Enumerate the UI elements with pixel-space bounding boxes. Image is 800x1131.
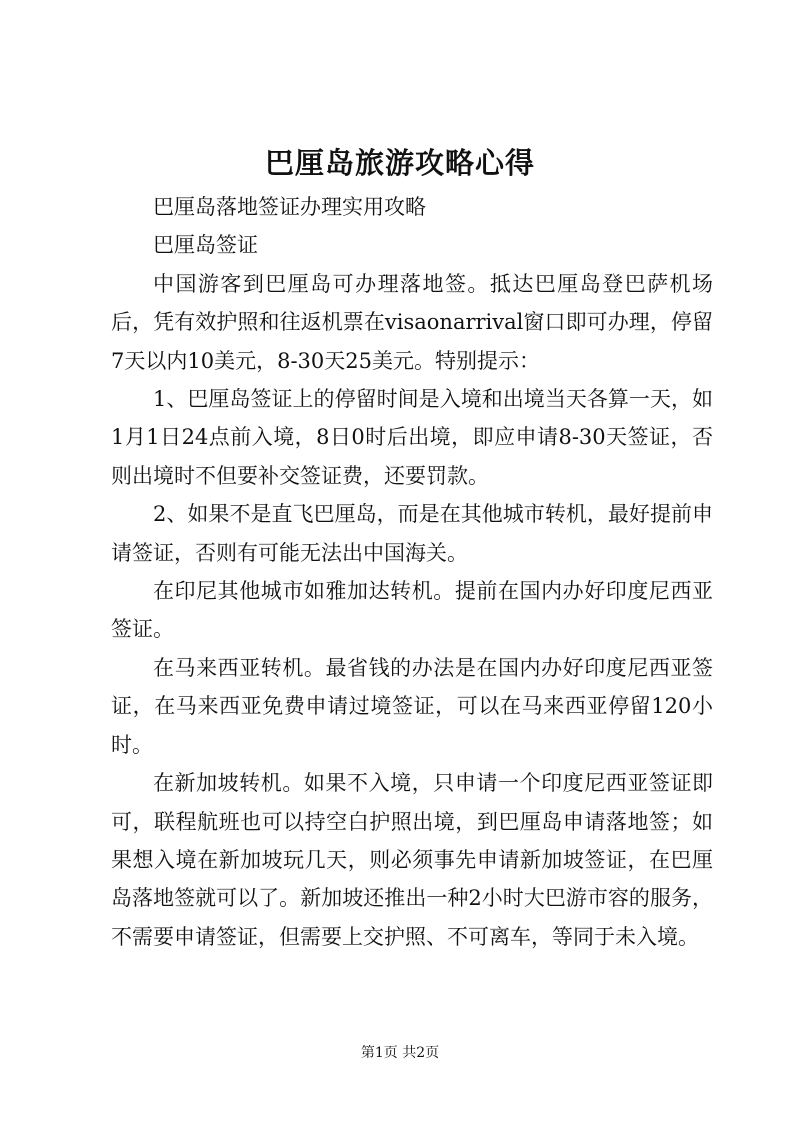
paragraph-subtitle: 巴厘岛落地签证办理实用攻略	[153, 195, 426, 219]
document-body	[111, 188, 713, 956]
paragraph-tip-1: 1、巴厘岛签证上的停留时间是入境和出境当天各算一天，如1月1日24点前入境，8日0时后出境，即应申请8-30天签证，否则出境时不但要补交签证费，还要罚款。	[111, 387, 713, 488]
paragraph-singapore-transfer: 在新加坡转机。如果不入境，只申请一个印度尼西亚签证即可，联程航班也可以持空白护照出境，到巴厘岛申请落地签；如果想入境在新加坡玩几天，则必须事先申请新加坡签证，在巴厘岛落地签就可以了。新加坡还推出一种2小时大巴游市容的服务，不需要申请签证，但需要上交护照、不可离车，等同于未入境。	[111, 771, 713, 949]
paragraph-malaysia-transfer: 在马来西亚转机。最省钱的办法是在国内办好印度尼西亚签证，在马来西亚免费申请过境签证，可以在马来西亚停留120小时。	[111, 655, 713, 757]
page-number-footer: 第1页 共2页	[360, 1045, 440, 1061]
document-title: 巴厘岛旅游攻略心得	[264, 146, 535, 180]
paragraph-tip-2: 2、如果不是直飞巴厘岛，而是在其他城市转机，最好提前申请签证，否则有可能无法出中国海关。	[111, 502, 713, 565]
paragraph-visa-on-arrival: 中国游客到巴厘岛可办理落地签。抵达巴厘岛登巴萨机场后，凭有效护照和往返机票在visaonarrival窗口即可办理，停留7天以内10美元，8-30天25美元。特别提示：	[111, 271, 713, 373]
paragraph-section-heading: 巴厘岛签证	[153, 233, 258, 258]
paragraph-indonesia-transfer: 在印尼其他城市如雅加达转机。提前在国内办好印度尼西亚签证。	[111, 579, 713, 642]
